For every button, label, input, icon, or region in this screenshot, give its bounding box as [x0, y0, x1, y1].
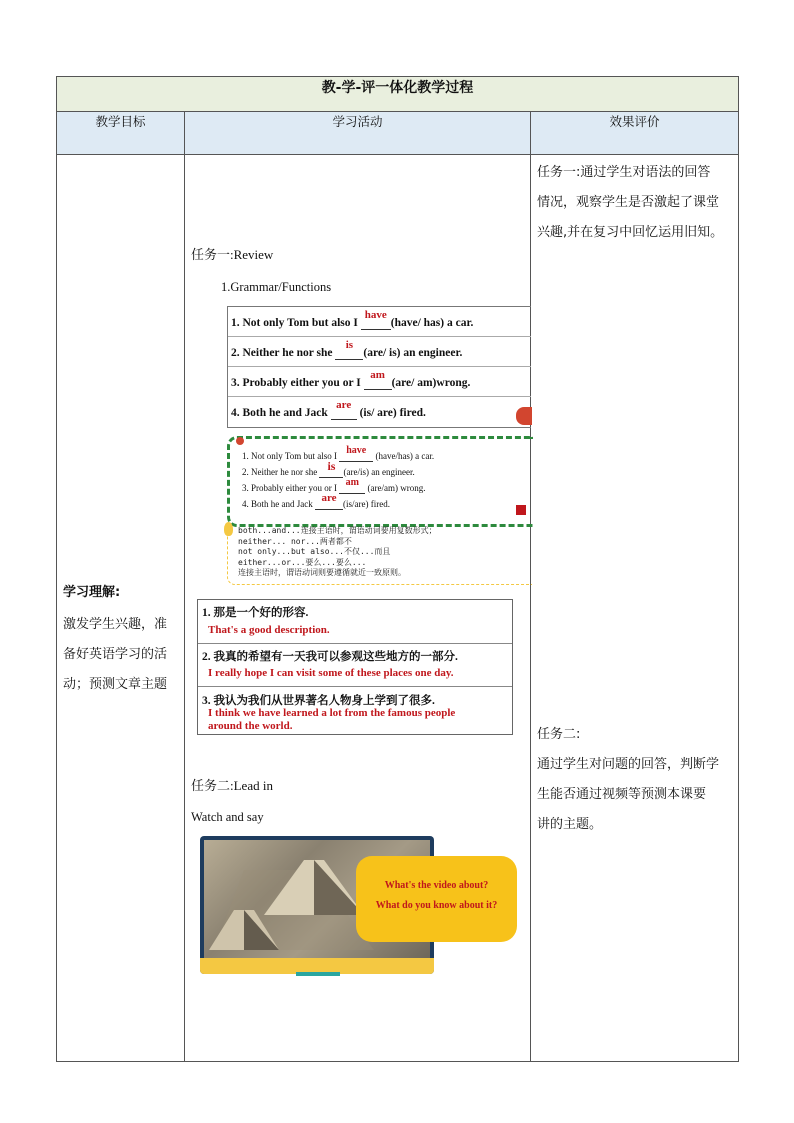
translation-question: 3. 我认为我们从世界著名人物身上学到了很多. — [202, 695, 435, 707]
eval-line: 讲的主题。 — [537, 817, 603, 832]
eval-line: 生能否通过视频等预测本课要 — [537, 787, 707, 802]
eval-line: 兴趣,并在复习中回忆运用旧知。 — [537, 225, 724, 240]
eval-line: 情况，观察学生是否激起了课堂 — [537, 195, 720, 210]
goal-line: 动；预测文章主题 — [63, 677, 168, 692]
video-progress — [296, 972, 340, 976]
col-header-activities: 学习活动 — [185, 112, 531, 155]
task2-subtitle: Watch and say — [191, 810, 264, 824]
review-item: 4. Both he and Jack are (is/are) fired. — [242, 492, 390, 509]
review-item: 1. Not only Tom but also I have (have/has) a car. — [242, 445, 435, 461]
review-item: 2. Neither he nor she is (are/is) an engineer. — [242, 459, 415, 477]
grammar-item: 4. Both he and Jack are (is/ are) fired. — [231, 399, 426, 419]
goal-heading: 学习理解: — [63, 585, 121, 600]
task2-title: 任务二:Lead in — [191, 778, 273, 793]
goal-line: 备好英语学习的活 — [63, 647, 168, 662]
table-title: 教-学-评一体化教学过程 — [57, 77, 739, 112]
translation-slide — [197, 599, 513, 735]
eval-line: 任务一:通过学生对语法的回答 — [537, 165, 711, 180]
goal-text — [63, 580, 181, 700]
goal-line: 激发学生兴趣，准 — [63, 617, 168, 632]
grammar-slide-review — [227, 436, 533, 527]
cartoon-icon — [516, 407, 532, 425]
eval-task1 — [537, 158, 737, 248]
grammar-item: 3. Probably either you or I am (are/ am)wrong. — [228, 367, 531, 397]
eval-task2-title: 任务二: — [537, 727, 581, 742]
eval-line: 通过学生对问题的回答，判断学 — [537, 757, 720, 772]
translation-answer: around the world. — [208, 720, 293, 732]
translation-question: 1. 那是一个好的形容. — [202, 607, 309, 619]
question-bubble — [356, 856, 517, 942]
translation-answer: That's a good description. — [208, 624, 330, 636]
evaluation-cell — [531, 155, 739, 1062]
bubble-question: What do you know about it? — [375, 900, 498, 911]
ornament-icon — [236, 437, 244, 445]
col-header-goals: 教学目标 — [57, 112, 185, 155]
task1-subtitle: 1.Grammar/Functions — [221, 280, 332, 294]
grammar-item: 1. Not only Tom but also I have (have/ has) a car. — [228, 307, 531, 337]
col-header-evaluation: 效果评价 — [531, 112, 739, 155]
task1-title: 任务一:Review — [191, 247, 274, 262]
translation-answer: I really hope I can visit some of these places one day. — [208, 667, 454, 679]
review-item: 3. Probably either you or I am (are/am) wrong. — [242, 477, 426, 493]
bubble-question: What's the video about? — [384, 880, 489, 891]
grammar-slide — [227, 306, 531, 428]
eval-task2 — [537, 720, 737, 840]
grammar-item: 2. Neither he nor she is (are/ is) an engineer. — [228, 337, 531, 367]
translation-question: 2. 我真的希望有一天我可以参观这些地方的一部分. — [202, 651, 458, 663]
translation-answer: I think we have learned a lot from the famous people — [208, 707, 456, 719]
grammar-notes: both...and...连接主语时，谓语动词要用复数形式； neither... nor...两者都不 not only...but also...不仅...而且 either...or...要么...要么... 连接主语时，谓语动词则要遵循就近一致原则。 — [238, 526, 437, 577]
boot-icon — [516, 505, 526, 515]
